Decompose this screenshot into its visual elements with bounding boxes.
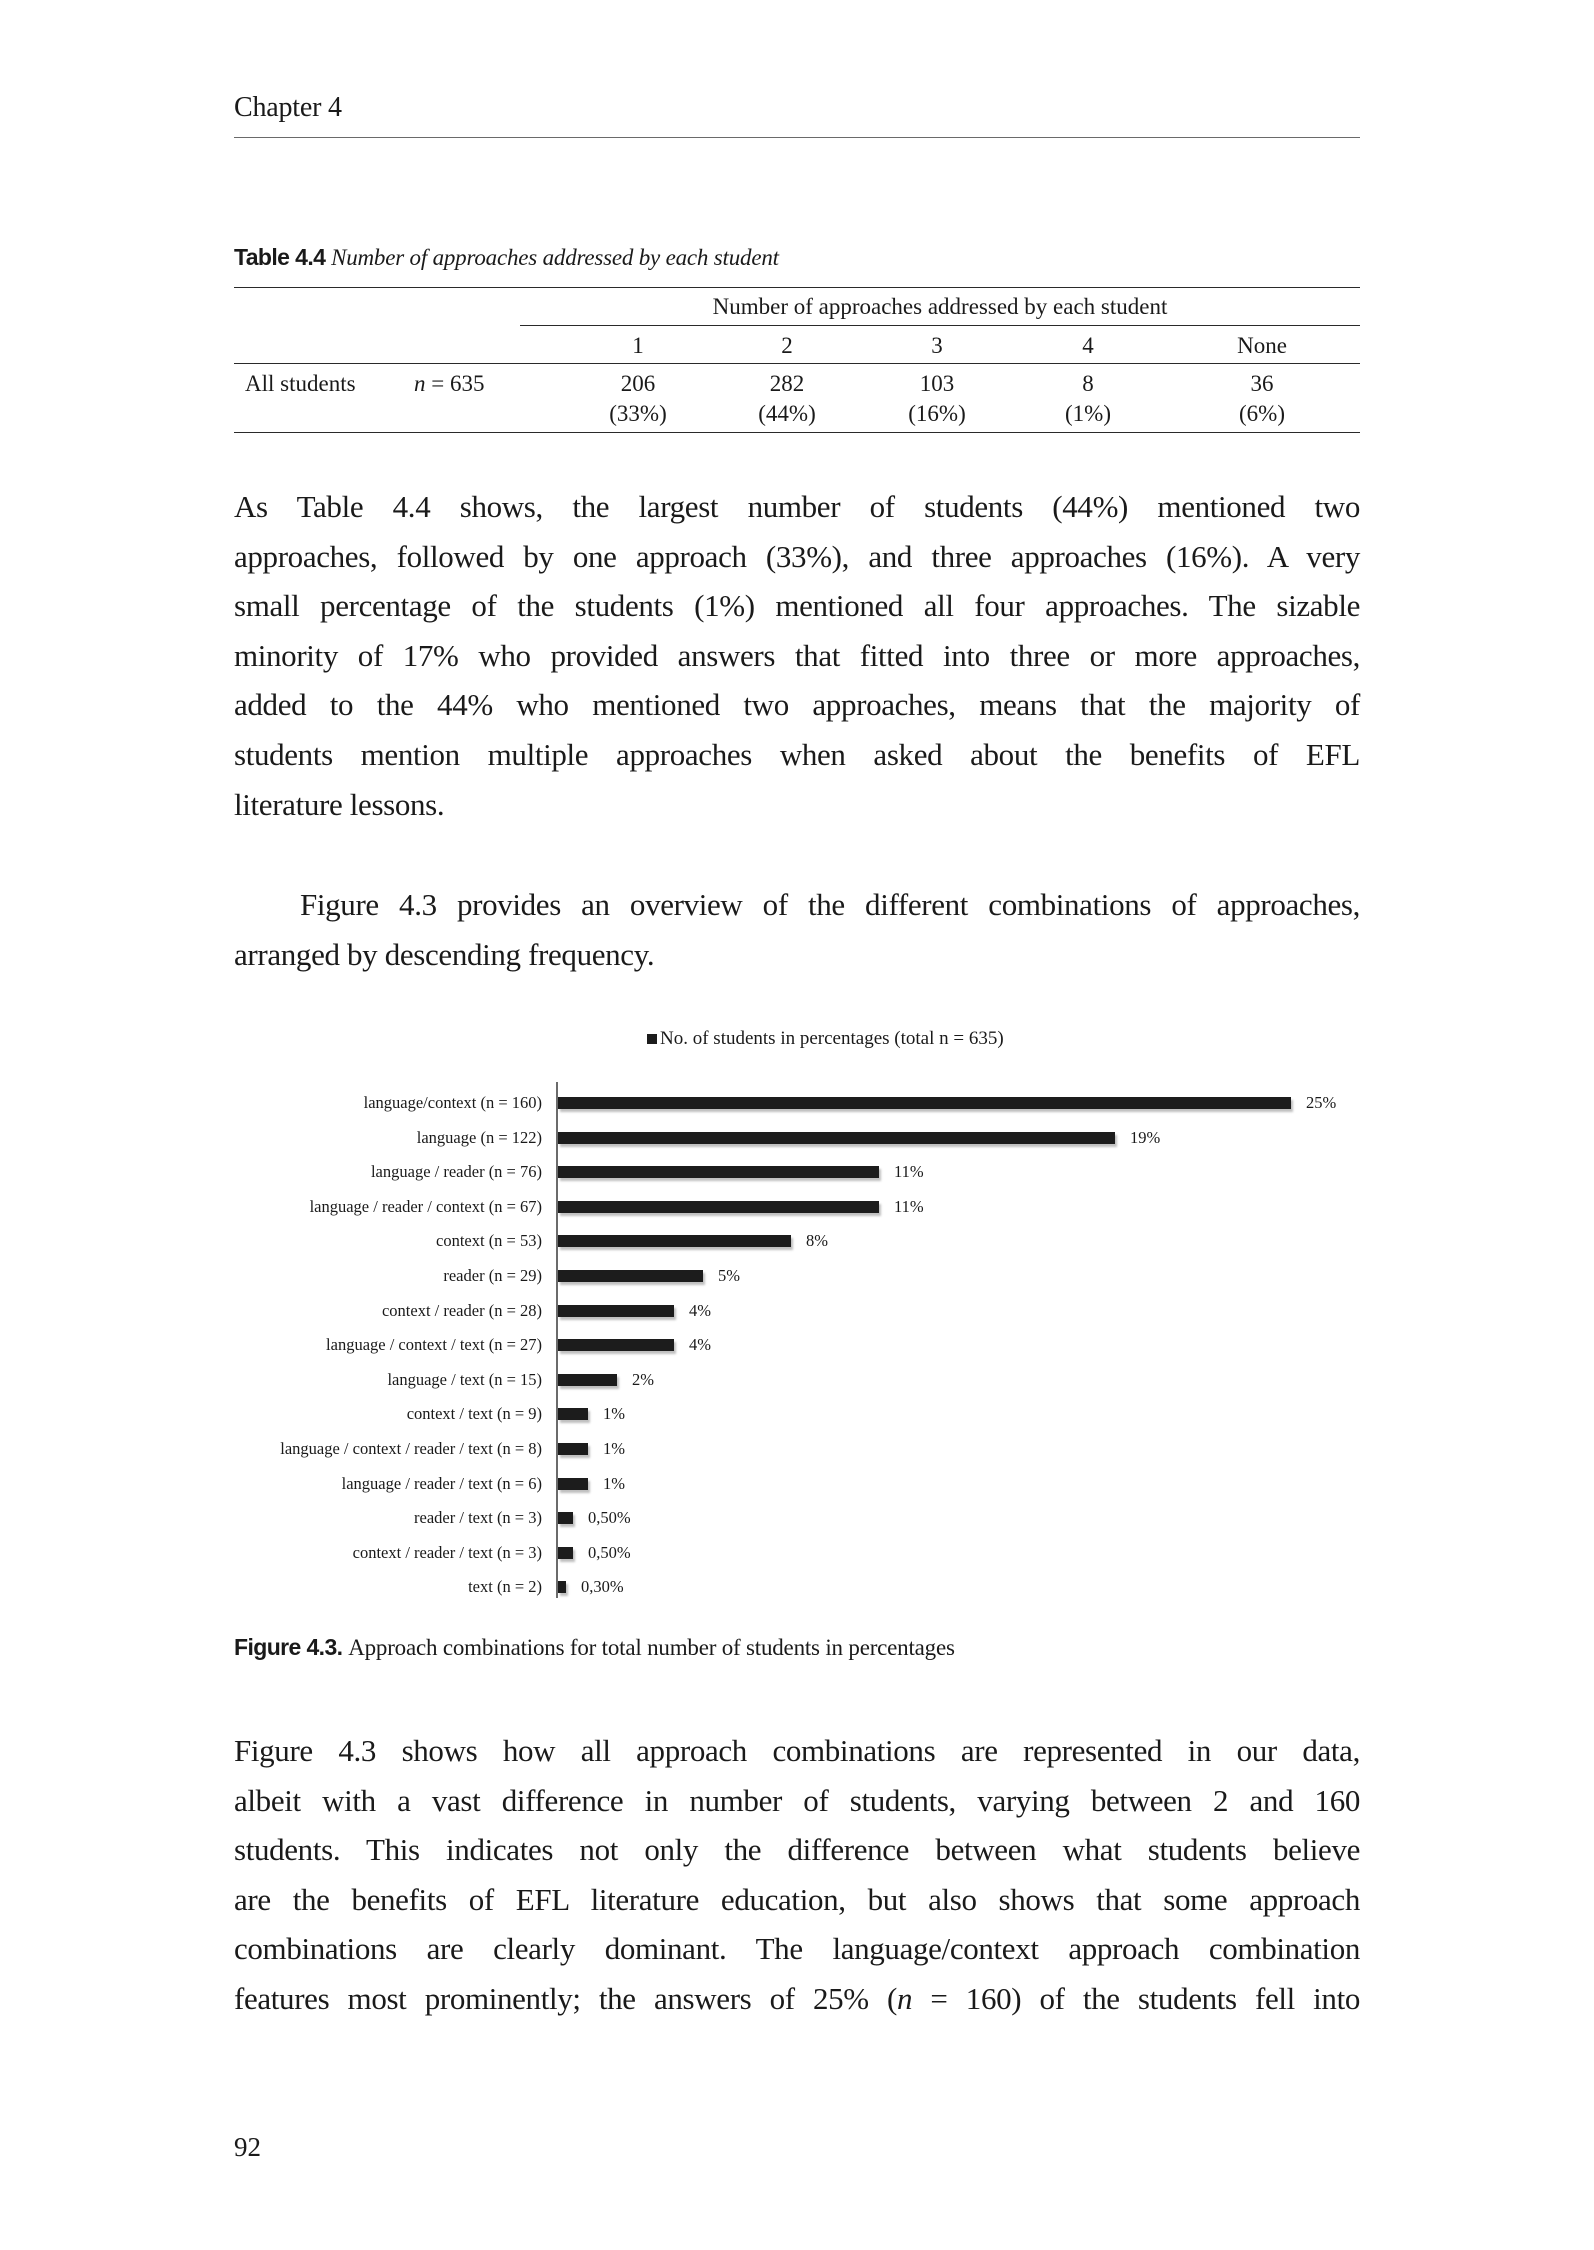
chart-bar-row [230, 1093, 1360, 1113]
figure-caption [234, 1634, 955, 1661]
table-cell-pct-4: (1%) [1065, 401, 1111, 426]
paragraph-line: students mention multiple approaches when asked about the benefits of EFL [234, 736, 1360, 772]
chart-bar-row [230, 1335, 1360, 1355]
bar [558, 1097, 1291, 1109]
paragraph-line: arranged by descending frequency. [234, 936, 655, 972]
chart-bar-row [230, 1128, 1360, 1148]
paragraph-line: added to the 44% who mentioned two approaches, means that the majority of [234, 687, 1360, 723]
value-label: 1% [603, 1439, 625, 1458]
category-label: language/context (n = 160) [363, 1093, 542, 1112]
bar [558, 1478, 588, 1490]
paragraph-line: approaches, followed by one approach (33%), and three approaches (16%). A very [234, 538, 1360, 574]
figure-label: Figure 4.3. [234, 1634, 343, 1660]
bar [558, 1547, 573, 1559]
value-label: 0,30% [581, 1577, 624, 1597]
paragraph-line: students. This indicates not only the difference between what students believe [234, 1832, 1360, 1868]
table-top-rule [234, 287, 1360, 288]
chart-bar-row [230, 1266, 1360, 1286]
table-cell-count-2: 282 [769, 371, 805, 396]
category-label: language (n = 122) [416, 1127, 542, 1147]
bar [558, 1408, 588, 1420]
line-fragment: features most prominently; the answers of 25% ( [234, 1980, 898, 2016]
column-header-3: 3 [931, 333, 943, 358]
bar [558, 1339, 674, 1351]
chart-bar-row [230, 1404, 1360, 1424]
body-paragraph-2 [234, 880, 1360, 979]
paragraph-line: As Table 4.4 shows, the largest number of students (44%) mentioned two [234, 489, 1360, 524]
category-label: context (n = 53) [436, 1231, 542, 1251]
category-label: context / reader / text (n = 3) [352, 1542, 542, 1562]
row-group-label: All students [245, 371, 356, 396]
page-number: 92 [234, 2132, 261, 2162]
bar [558, 1235, 791, 1247]
italic-n: n [897, 1980, 913, 2016]
chart-bar-row [230, 1301, 1360, 1321]
category-label: context / reader (n = 28) [381, 1300, 542, 1320]
bar [558, 1201, 879, 1213]
paragraph-line: literature lessons. [234, 786, 445, 822]
table-cell-pct-3: (16%) [908, 401, 966, 426]
category-label: language / text (n = 15) [387, 1369, 542, 1389]
bar [558, 1512, 573, 1524]
table-spanning-header: Number of approaches addressed by each student [712, 294, 1168, 319]
paragraph-line: Figure 4.3 shows how all approach combinations are represented in our data, [234, 1733, 1360, 1768]
category-label: language / reader / text (n = 6) [341, 1473, 542, 1493]
table-cell-count-3: 103 [919, 371, 955, 396]
paragraph-line [234, 1974, 1360, 2024]
column-header-4: 4 [1082, 333, 1094, 358]
category-label: language / reader / context (n = 67) [309, 1196, 542, 1216]
bar [558, 1374, 617, 1386]
value-label: 4% [689, 1300, 711, 1320]
value-label: 11% [894, 1196, 924, 1216]
value-label: 25% [1306, 1093, 1337, 1112]
figure-title: Approach combinations for total number of students in percentages [348, 1635, 955, 1660]
chart-bar-row [230, 1370, 1360, 1390]
bar [558, 1132, 1115, 1144]
category-label: language / reader (n = 76) [370, 1162, 542, 1182]
bar [558, 1443, 588, 1455]
category-label: text (n = 2) [468, 1577, 542, 1597]
bar [558, 1166, 879, 1178]
table-cell-count-4: 8 [1082, 371, 1094, 396]
table-label: Table 4.4 [234, 244, 326, 270]
table-title: Number of approaches addressed by each student [331, 245, 779, 270]
table-cell-pct-none: (6%) [1239, 401, 1285, 426]
table-cell-count-none: 36 [1250, 371, 1274, 396]
table-spanner-rule [520, 325, 1360, 326]
category-label: language / context / reader / text (n = 8) [280, 1439, 542, 1458]
value-label: 1% [603, 1473, 625, 1493]
chart-bar-row [230, 1231, 1360, 1251]
chart-bar-row [230, 1474, 1360, 1494]
value-label: 0,50% [588, 1542, 631, 1562]
paragraph-line: combinations are clearly dominant. The language/context approach combination [234, 1931, 1360, 1967]
body-paragraph-1 [234, 482, 1360, 829]
table-cell-count-1: 206 [620, 371, 656, 396]
value-label: 8% [806, 1231, 828, 1251]
running-head: Chapter 4 [234, 92, 342, 123]
chart-bar-row [230, 1508, 1360, 1528]
value-label: 2% [632, 1369, 654, 1389]
table-caption [234, 244, 779, 271]
paragraph-line: are the benefits of EFL literature education, but also shows that some approach [234, 1881, 1360, 1917]
column-header-2: 2 [781, 333, 793, 358]
table-cell-pct-1: (33%) [609, 401, 667, 426]
approach-combinations-bar-chart [230, 1020, 1360, 1610]
bar [558, 1581, 566, 1593]
paragraph-line: small percentage of the students (1%) mentioned all four approaches. The sizable [234, 588, 1360, 624]
value-label: 19% [1130, 1127, 1161, 1147]
category-label: reader (n = 29) [443, 1266, 542, 1285]
category-label: reader / text (n = 3) [414, 1508, 542, 1528]
column-header-1: 1 [632, 333, 644, 358]
row-n: n = 635 [414, 371, 485, 396]
bar [558, 1270, 703, 1282]
chart-legend [647, 1028, 1004, 1050]
bar [558, 1305, 674, 1317]
column-header-none: None [1237, 333, 1287, 358]
legend-label: No. of students in percentages (total n = 635) [660, 1028, 1004, 1049]
paragraph-line: albeit with a vast difference in number of students, varying between 2 and 160 [234, 1782, 1360, 1818]
chart-bar-row [230, 1543, 1360, 1563]
line-fragment: = 160) of the students fell into [912, 1980, 1360, 2016]
table-cell-pct-2: (44%) [758, 401, 816, 426]
chart-bar-row [230, 1577, 1360, 1597]
paragraph-line: Figure 4.3 provides an overview of the different combinations of approaches, [300, 887, 1360, 922]
value-label: 5% [718, 1266, 740, 1285]
category-label: context / text (n = 9) [406, 1404, 542, 1424]
chart-bar-row [230, 1162, 1360, 1182]
table-bottom-rule [234, 432, 1360, 433]
header-rule [234, 137, 1360, 138]
value-label: 4% [689, 1335, 711, 1355]
body-paragraph-3 [234, 1726, 1360, 2024]
chart-bar-row [230, 1197, 1360, 1217]
value-label: 11% [894, 1162, 924, 1182]
table-header-rule [234, 363, 1360, 364]
paragraph-line: minority of 17% who provided answers that fitted into three or more approaches, [234, 637, 1360, 673]
category-label: language / context / text (n = 27) [326, 1335, 542, 1355]
value-label: 0,50% [588, 1508, 631, 1528]
legend-swatch-icon [647, 1034, 657, 1044]
value-label: 1% [603, 1404, 625, 1424]
chart-bar-row [230, 1439, 1360, 1459]
